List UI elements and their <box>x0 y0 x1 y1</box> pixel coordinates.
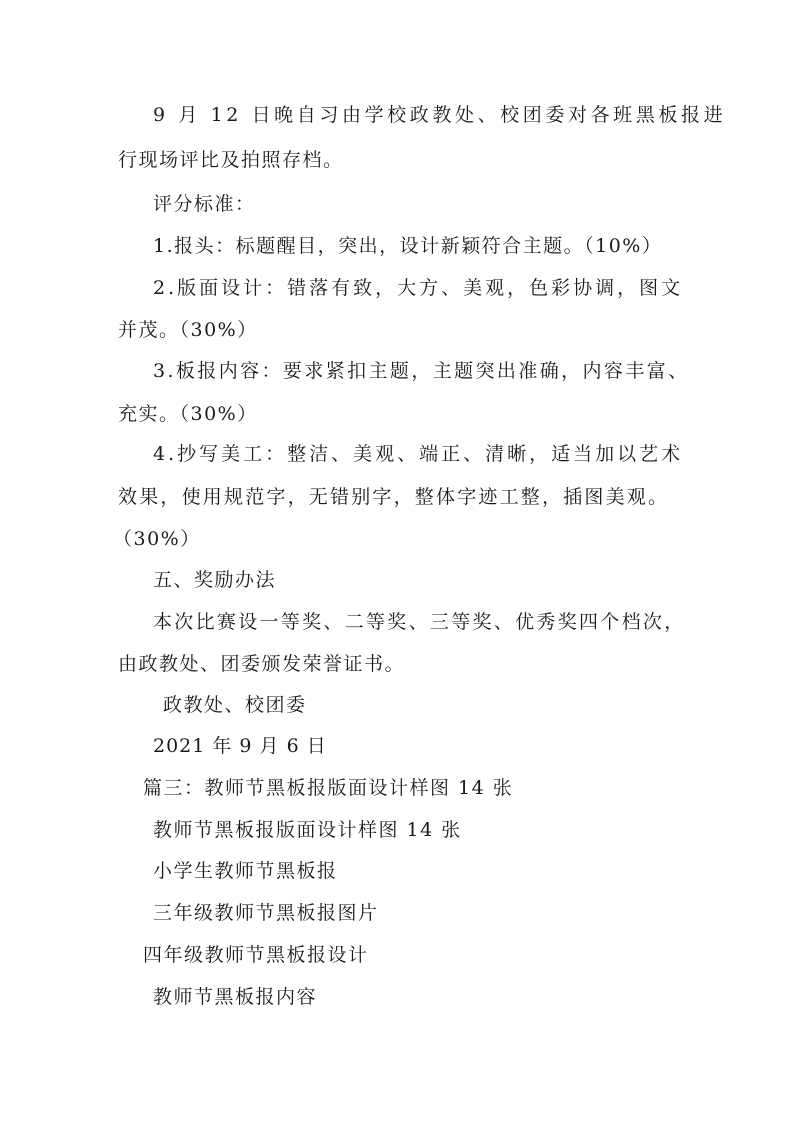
paragraph-line: 9 月 12 日晚自习由学校政教处、校团委对各班黑板报进 <box>153 104 727 126</box>
section-3-heading: 篇三：教师节黑板报版面设计样图 14 张 <box>143 777 514 799</box>
criterion-2-line2: 并茂。（30%） <box>118 319 258 341</box>
criterion-4-line1: 4.抄写美工：整洁、美观、端正、清晰，适当加以艺术 <box>153 443 684 465</box>
list-item: 教师节黑板报版面设计样图 14 张 <box>153 819 462 841</box>
reward-line1: 本次比赛设一等奖、二等奖、三等奖、优秀奖四个档次， <box>153 611 686 633</box>
criterion-3-line1: 3.板报内容：要求紧扣主题，主题突出准确，内容丰富、 <box>153 360 690 382</box>
criterion-3-line2: 充实。（30%） <box>118 403 258 425</box>
reward-line2: 由政教处、团委颁发荣誉证书。 <box>118 653 406 675</box>
list-item: 小学生教师节黑板报 <box>153 860 338 882</box>
list-item: 三年级教师节黑板报图片 <box>153 902 379 924</box>
signature: 政教处、校团委 <box>163 694 307 716</box>
criterion-1: 1.报头：标题醒目，突出，设计新颖符合主题。（10%） <box>153 235 663 257</box>
reward-heading: 五、奖励办法 <box>153 569 277 591</box>
list-item: 教师节黑板报内容 <box>153 986 318 1008</box>
criterion-2-line1: 2.版面设计：错落有致，大方、美观，色彩协调，图文 <box>153 277 684 299</box>
paragraph-line: 行现场评比及拍照存档。 <box>118 149 344 171</box>
date: 2021 年 9 月 6 日 <box>153 735 327 757</box>
criterion-4-line3: （30%） <box>113 528 201 550</box>
criteria-heading: 评分标准： <box>153 193 256 215</box>
list-item: 四年级教师节黑板报设计 <box>143 944 369 966</box>
criterion-4-line2: 效果，使用规范字，无错别字，整体字迹工整，插图美观。 <box>118 486 670 508</box>
